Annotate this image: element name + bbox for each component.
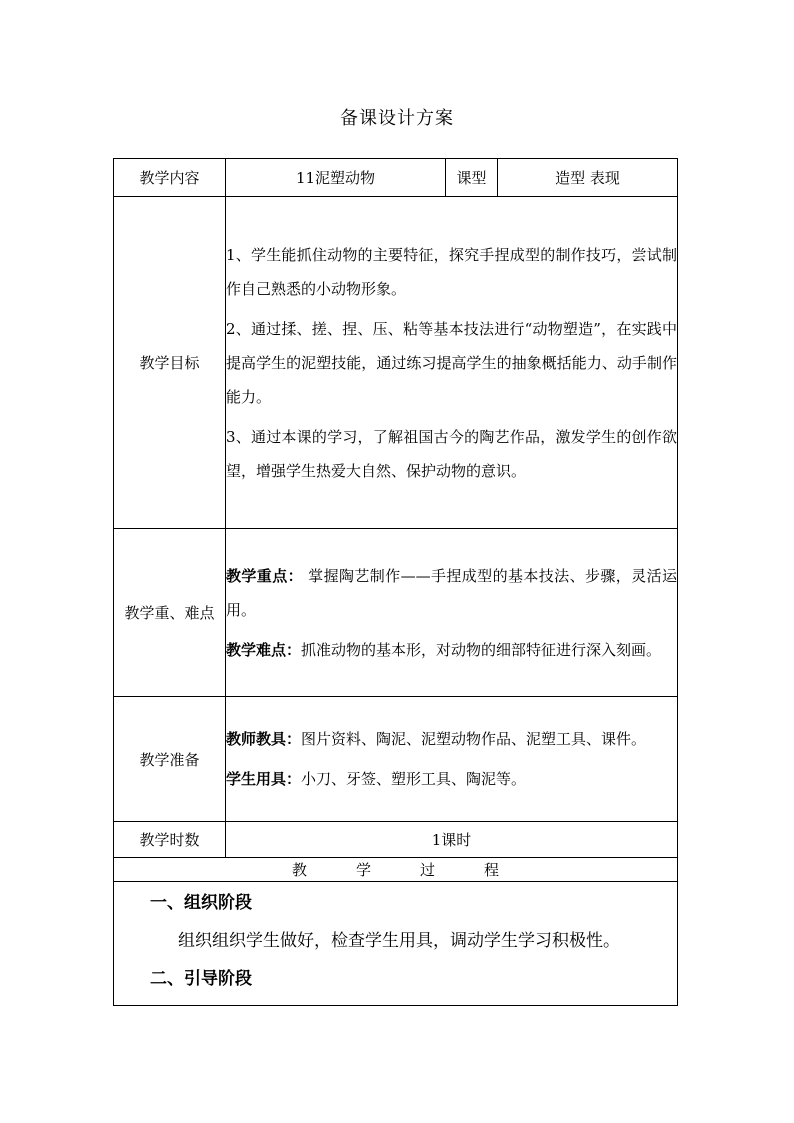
key-point-text: 掌握陶艺制作——手捏成型的基本技法、步骤，灵活运用。 — [226, 566, 677, 619]
prep-row — [114, 697, 678, 822]
type-label: 课型 — [446, 159, 498, 197]
hours-label: 教学时数 — [114, 822, 226, 858]
section-guide-title: 二、引导阶段 — [150, 969, 252, 989]
content-label: 教学内容 — [114, 159, 226, 197]
goal-item: 2、通过揉、搓、捏、压、粘等基本技法进行“动物塑造”，在实践中提高学生的泥塑技能，通过练习提高学生的抽象概括能力、动手制作能力。 — [226, 319, 677, 406]
process-heading-char: 教 — [291, 861, 307, 879]
difficult-point-title: 教学难点： — [226, 640, 302, 659]
process-row — [114, 882, 678, 1006]
key-points-label: 教学重、难点 — [114, 529, 226, 697]
key-point-title: 教学重点： — [226, 566, 304, 585]
process-heading-char: 过 — [419, 861, 435, 879]
teacher-tools-text: 图片资料、陶泥、泥塑动物作品、泥塑工具、课件。 — [301, 730, 647, 748]
key-points-content — [226, 529, 678, 697]
type-value: 造型 表现 — [498, 159, 678, 197]
student-tools-paragraph — [226, 762, 677, 796]
teacher-tools-title: 教师教具： — [226, 730, 302, 748]
process-heading-char: 学 — [355, 861, 371, 879]
difficult-point-text: 抓准动物的基本形，对动物的细部特征进行深入刻画。 — [301, 640, 662, 659]
process-heading-row — [114, 858, 678, 882]
hours-value: 1课时 — [226, 822, 678, 858]
goal-item: 1、学生能抓住动物的主要特征，探究手捏成型的制作技巧，尝试制作自己熟悉的小动物形象。 — [226, 245, 677, 298]
student-tools-title: 学生用具： — [226, 770, 302, 788]
goals-content — [226, 197, 678, 529]
key-points-row — [114, 529, 678, 697]
goals-label: 教学目标 — [114, 197, 226, 529]
goals-row — [114, 197, 678, 529]
lesson-plan-table — [113, 158, 678, 1006]
process-heading — [114, 858, 678, 882]
key-point-paragraph — [226, 559, 677, 627]
teacher-tools-paragraph — [226, 722, 677, 756]
prep-content — [226, 697, 678, 822]
page-title: 备课设计方案 — [340, 108, 454, 129]
hours-row — [114, 822, 678, 858]
goal-item: 3、通过本课的学习，了解祖国古今的陶艺作品，激发学生的创作欲望，增强学生热爱大自然、保护动物的意识。 — [226, 427, 677, 480]
section-organize-text: 组织组织学生做好，检查学生用具，调动学生学习积极性。 — [178, 931, 620, 951]
process-heading-char: 程 — [483, 861, 499, 879]
difficult-point-paragraph — [226, 633, 677, 667]
prep-label: 教学准备 — [114, 697, 226, 822]
section-organize-title: 一、组织阶段 — [150, 893, 252, 913]
content-row — [114, 159, 678, 197]
student-tools-text: 小刀、牙签、塑形工具、陶泥等。 — [301, 770, 527, 788]
content-value: 11泥塑动物 — [226, 159, 446, 197]
process-content — [114, 882, 678, 1006]
